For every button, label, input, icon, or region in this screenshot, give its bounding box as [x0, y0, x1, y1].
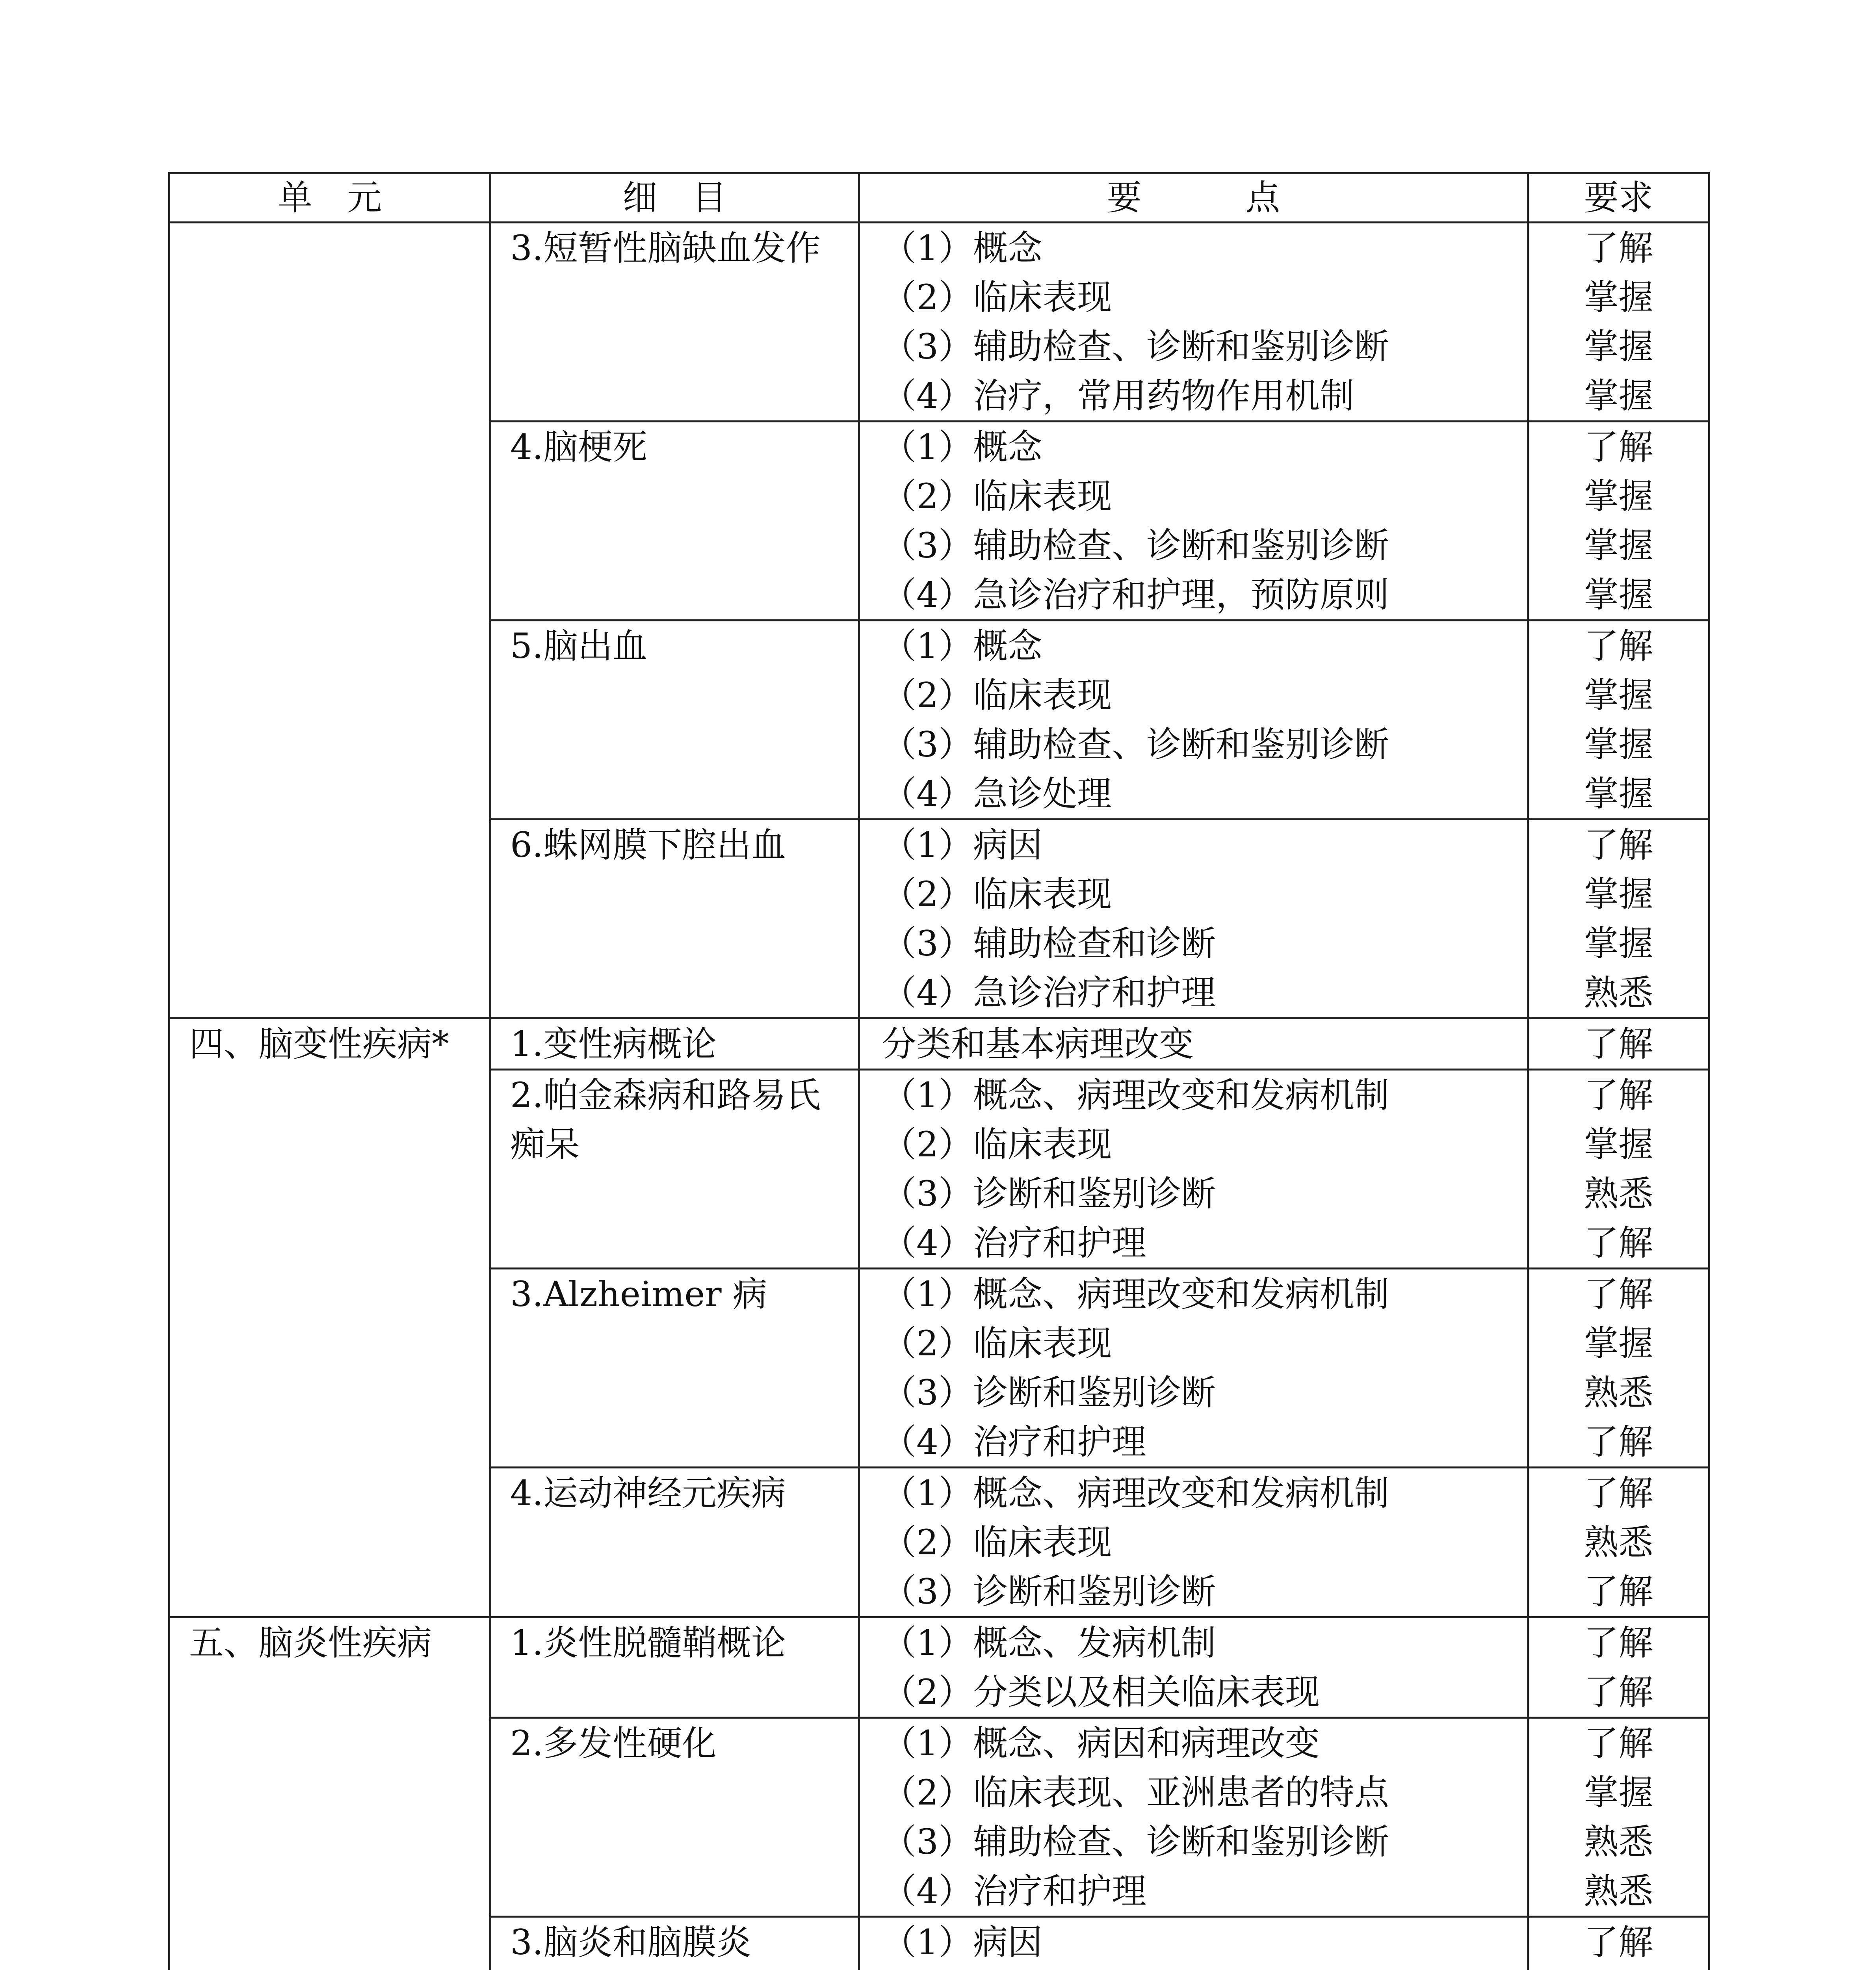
point-item: （4）治疗和护理: [882, 1871, 1146, 1911]
unit-label: 五、脑炎性疾病: [189, 1622, 432, 1663]
requirement-cell: [1528, 1718, 1709, 1917]
point-item: （3）辅助检查、诊断和鉴别诊断: [882, 724, 1389, 765]
detail-cell: [490, 1617, 859, 1718]
requirement-cell: [1528, 1617, 1709, 1718]
requirement-cell: [1528, 223, 1709, 422]
requirement-item: 掌握: [1584, 773, 1653, 814]
detail-cell: [490, 223, 859, 422]
detail-cell: [490, 1468, 859, 1617]
point-item: （1）病因: [882, 825, 1042, 865]
point-item: （2）临床表现、亚洲患者的特点: [882, 1772, 1389, 1813]
point-item: （1）概念、病理改变和发病机制: [882, 1075, 1389, 1115]
unit-cell: [169, 1617, 490, 1970]
requirement-item: 熟悉: [1584, 1871, 1653, 1911]
points-cell: [859, 223, 1528, 422]
requirement-cell: [1528, 621, 1709, 820]
requirement-item: 熟悉: [1584, 972, 1653, 1013]
point-item: （2）临床表现: [882, 1522, 1112, 1563]
unit-cell: [169, 223, 490, 1018]
point-item: （1）概念、发病机制: [882, 1622, 1216, 1663]
table-row: [169, 1617, 1709, 1718]
header-requirement: 要求: [1528, 173, 1709, 223]
requirement-cell: [1528, 1018, 1709, 1070]
points-cell: [859, 1617, 1528, 1718]
points-cell: [859, 1018, 1528, 1070]
point-item: （3）诊断和鉴别诊断: [882, 1372, 1216, 1413]
requirement-item: 熟悉: [1584, 1372, 1653, 1413]
detail-cell: [490, 1018, 859, 1070]
requirement-cell: [1528, 820, 1709, 1018]
header-unit: 单 元: [169, 173, 490, 223]
points-cell: [859, 1070, 1528, 1269]
requirement-item: 了解: [1584, 626, 1653, 666]
unit-label: [189, 223, 489, 273]
point-item: （3）辅助检查、诊断和鉴别诊断: [882, 525, 1389, 566]
requirement-item: 掌握: [1584, 326, 1653, 367]
point-item: （1）概念: [882, 427, 1042, 467]
requirement-item: 了解: [1584, 228, 1653, 268]
requirement-item: 熟悉: [1584, 1173, 1653, 1214]
point-item: （4）急诊治疗和护理，预防原则: [882, 574, 1389, 615]
requirement-item: 掌握: [1584, 476, 1653, 517]
detail-label: 1.炎性脱髓鞘概论: [510, 1622, 786, 1663]
table-body: [169, 223, 1709, 1970]
detail-cell: [490, 422, 859, 621]
point-item: （3）诊断和鉴别诊断: [882, 1571, 1216, 1612]
points-cell: [859, 1468, 1528, 1617]
detail-label: 4.脑梗死: [510, 427, 647, 467]
requirement-cell: [1528, 1917, 1709, 1970]
detail-label: 5.脑出血: [510, 626, 647, 666]
detail-label: 6.蛛网膜下腔出血: [510, 825, 786, 865]
table-row: [169, 1018, 1709, 1070]
point-item: （2）临床表现: [882, 476, 1112, 517]
point-item: （4）治疗和护理: [882, 1422, 1146, 1462]
detail-label: 2.帕金森病和路易氏痴呆: [510, 1075, 821, 1165]
point-item: （1）概念、病理改变和发病机制: [882, 1274, 1389, 1314]
requirement-item: 掌握: [1584, 1124, 1653, 1165]
detail-label: 3.Alzheimer 病: [510, 1274, 767, 1314]
point-item: （2）临床表现: [882, 675, 1112, 716]
points-cell: [859, 1269, 1528, 1468]
requirement-item: 了解: [1584, 825, 1653, 865]
requirement-item: 了解: [1584, 1622, 1653, 1663]
unit-label: 四、脑变性疾病*: [189, 1024, 449, 1064]
requirement-item: 掌握: [1584, 1772, 1653, 1813]
point-item: [882, 1967, 1527, 1970]
point-item: （1）概念、病因和病理改变: [882, 1723, 1320, 1764]
detail-cell: [490, 1070, 859, 1269]
requirement-item: 掌握: [1584, 574, 1653, 615]
point-item: （2）临床表现: [882, 1323, 1112, 1364]
requirement-item: 了解: [1584, 1024, 1653, 1064]
header-points: 要 点: [859, 173, 1528, 223]
point-item: （2）临床表现: [882, 277, 1112, 318]
detail-label: 3.脑炎和脑膜炎: [510, 1922, 751, 1963]
requirement-item: 掌握: [1584, 1323, 1653, 1364]
requirement-item: 熟悉: [1584, 1821, 1653, 1862]
requirement-item: 了解: [1584, 1274, 1653, 1314]
requirement-item: 掌握: [1584, 277, 1653, 318]
point-item: （3）辅助检查和诊断: [882, 923, 1216, 964]
points-cell: [859, 1917, 1528, 1970]
points-cell: [859, 820, 1528, 1018]
table-header-row: [169, 173, 1709, 223]
requirement-cell: [1528, 1269, 1709, 1468]
point-item: （3）诊断和鉴别诊断: [882, 1173, 1216, 1214]
requirement-item: 掌握: [1584, 675, 1653, 716]
header-detail: 细 目: [490, 173, 859, 223]
detail-cell: [490, 1917, 859, 1970]
detail-label: 1.变性病概论: [510, 1024, 717, 1064]
requirement-item: 了解: [1584, 1473, 1653, 1513]
requirement-item: 了解: [1584, 427, 1653, 467]
detail-cell: [490, 1269, 859, 1468]
requirement-item: 掌握: [1584, 923, 1653, 964]
points-cell: [859, 621, 1528, 820]
point-item: （4）急诊处理: [882, 773, 1112, 814]
requirement-cell: [1528, 1468, 1709, 1617]
point-item: （2）临床表现: [882, 874, 1112, 914]
requirement-item: 了解: [1584, 1422, 1653, 1462]
syllabus-table: [168, 172, 1710, 1970]
requirement-item: 了解: [1584, 1075, 1653, 1115]
requirement-item: [1529, 1967, 1708, 1970]
point-item: （1）概念: [882, 228, 1042, 268]
requirement-item: 了解: [1584, 1723, 1653, 1764]
detail-cell: [490, 1718, 859, 1917]
table-row: [169, 223, 1709, 422]
point-item: （4）急诊治疗和护理: [882, 972, 1216, 1013]
requirement-item: 掌握: [1584, 375, 1653, 416]
requirement-item: 了解: [1584, 1672, 1653, 1712]
requirement-item: 了解: [1584, 1223, 1653, 1263]
detail-label: 2.多发性硬化: [510, 1723, 717, 1764]
detail-cell: [490, 621, 859, 820]
point-item: （4）治疗和护理: [882, 1223, 1146, 1263]
points-cell: [859, 1718, 1528, 1917]
requirement-cell: [1528, 1070, 1709, 1269]
requirement-cell: [1528, 422, 1709, 621]
detail-label: 4.运动神经元疾病: [510, 1473, 786, 1513]
requirement-item: 掌握: [1584, 874, 1653, 914]
requirement-item: 掌握: [1584, 525, 1653, 566]
detail-label: 3.短暂性脑缺血发作: [510, 228, 821, 268]
requirement-item: 了解: [1584, 1922, 1653, 1963]
point-item: （2）临床表现: [882, 1124, 1112, 1165]
point-item: （1）病因: [882, 1922, 1042, 1963]
points-cell: [859, 422, 1528, 621]
point-item: （1）概念: [882, 626, 1042, 666]
requirement-item: 熟悉: [1584, 1522, 1653, 1563]
point-item: （2）分类以及相关临床表现: [882, 1672, 1320, 1712]
detail-cell: [490, 820, 859, 1018]
point-item: （3）辅助检查、诊断和鉴别诊断: [882, 326, 1389, 367]
unit-cell: [169, 1018, 490, 1617]
point-item: （1）概念、病理改变和发病机制: [882, 1473, 1389, 1513]
point-item: 分类和基本病理改变: [882, 1024, 1194, 1064]
point-item: （4）治疗，常用药物作用机制: [882, 375, 1354, 416]
requirement-item: 掌握: [1584, 724, 1653, 765]
point-item: （3）辅助检查、诊断和鉴别诊断: [882, 1821, 1389, 1862]
requirement-item: 了解: [1584, 1571, 1653, 1612]
